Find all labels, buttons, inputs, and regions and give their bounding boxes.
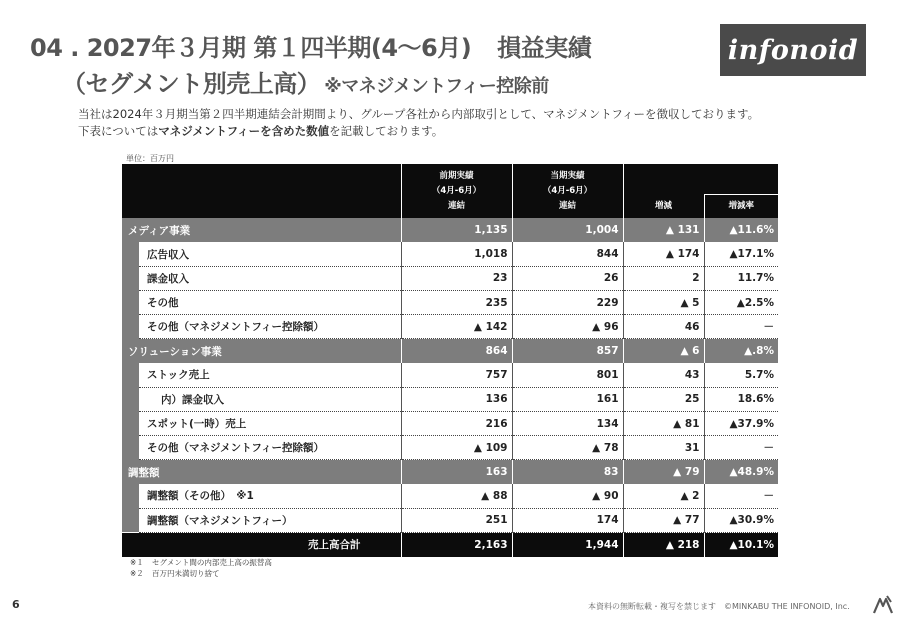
row-label: メディア事業 (122, 218, 401, 242)
page-subtitle (62, 64, 549, 99)
row-indent (122, 412, 139, 436)
row-indent (122, 363, 139, 387)
row-label: 調整額 (122, 460, 401, 484)
cell-prev: 216 (401, 412, 512, 436)
row-label: 内）課金収入 (139, 387, 401, 411)
description-line2-pre: 下表については (78, 124, 159, 138)
subtitle-note: ※マネジメントフィー控除前 (324, 76, 549, 97)
table-row-spot (122, 412, 778, 436)
row-label: その他 (139, 291, 401, 315)
cell-diff: ▲ 218 (623, 532, 704, 556)
footnote-1-mark: ※１ (130, 558, 144, 567)
footnote-2-mark: ※２ (130, 569, 144, 578)
row-label: 売上高合計 (122, 532, 401, 556)
cell-prev: 23 (401, 266, 512, 290)
infonoid-logo (720, 24, 866, 76)
cell-rate: 5.7% (704, 363, 778, 387)
footnotes (130, 557, 272, 579)
cell-prev: 1,135 (401, 218, 512, 242)
cell-rate: 18.6% (704, 387, 778, 411)
header-prev-2: （4月-6月） (431, 185, 482, 196)
row-label: 調整額（マネジメントフィー） (139, 508, 401, 532)
table-row-adjustment-mgmt-fee (122, 508, 778, 532)
cell-diff: ▲ 5 (623, 291, 704, 315)
cell-cur: ▲ 96 (512, 315, 623, 339)
row-label: ストック売上 (139, 363, 401, 387)
cell-diff: 2 (623, 266, 704, 290)
row-indent (122, 242, 139, 266)
table-row-ad (122, 242, 778, 266)
header-rate: 増減率 (704, 194, 778, 218)
row-label: 広告収入 (139, 242, 401, 266)
cell-cur: 857 (512, 339, 623, 363)
cell-cur: 134 (512, 412, 623, 436)
cell-cur: 83 (512, 460, 623, 484)
description-line1: 当社は2024年３月期当第２四半期連結会計期間より、グループ各社から内部取引として、マネジメントフィーを徴収しております。 (78, 107, 760, 121)
cell-cur: 1,004 (512, 218, 623, 242)
cell-prev: 2,163 (401, 532, 512, 556)
row-indent (122, 387, 139, 411)
unit-label: 単位：百万円 (126, 154, 174, 163)
cell-prev: 864 (401, 339, 512, 363)
copyright: 本資料の無断転載・複写を禁じます ©MINKABU THE INFONOID, Inc. (588, 602, 850, 611)
header-prev-3: 連結 (447, 200, 465, 211)
cell-prev: 163 (401, 460, 512, 484)
description-line2 (78, 123, 759, 140)
table-row-solution-mgmt-fee (122, 436, 778, 460)
cell-rate: － (704, 315, 778, 339)
row-indent (122, 484, 139, 508)
row-indent (122, 508, 139, 532)
table-row-adjustment (122, 460, 778, 484)
cell-diff: 43 (623, 363, 704, 387)
header-cur-2: （4月-6月） (542, 185, 593, 196)
cell-diff: 31 (623, 436, 704, 460)
cell-rate: ▲30.9% (704, 508, 778, 532)
cell-diff: ▲ 79 (623, 460, 704, 484)
cell-cur: 161 (512, 387, 623, 411)
cell-diff: ▲ 2 (623, 484, 704, 508)
cell-rate: ▲17.1% (704, 242, 778, 266)
row-indent (122, 315, 139, 339)
table-row-other-mgmt-fee (122, 315, 778, 339)
row-label: その他（マネジメントフィー控除額） (139, 315, 401, 339)
header-cur (512, 164, 623, 218)
table-row-stock-billing (122, 387, 778, 411)
cell-rate: 11.7% (704, 266, 778, 290)
header-change-group (623, 164, 778, 194)
cell-diff: 46 (623, 315, 704, 339)
cell-cur: ▲ 78 (512, 436, 623, 460)
row-indent (122, 266, 139, 290)
cell-cur: 26 (512, 266, 623, 290)
row-indent (122, 291, 139, 315)
footnote-2 (130, 568, 272, 579)
cell-rate: ▲.8% (704, 339, 778, 363)
cell-rate: － (704, 436, 778, 460)
table-row-billing (122, 266, 778, 290)
cell-prev: ▲ 109 (401, 436, 512, 460)
table-row-media (122, 218, 778, 242)
row-label: その他（マネジメントフィー控除額） (139, 436, 401, 460)
header-prev (401, 164, 512, 218)
page-title (30, 28, 591, 63)
cell-cur: 174 (512, 508, 623, 532)
cell-prev: 235 (401, 291, 512, 315)
logo-text: infonoid (727, 34, 859, 66)
subtitle-main: （セグメント別売上高） (62, 70, 321, 98)
table-row-stock (122, 363, 778, 387)
cell-diff: ▲ 77 (623, 508, 704, 532)
cell-rate: ▲37.9% (704, 412, 778, 436)
cell-diff: 25 (623, 387, 704, 411)
cell-diff: ▲ 131 (623, 218, 704, 242)
footnote-2-text: 百万円未満切り捨て (152, 569, 220, 578)
description-line2-bold: マネジメントフィーを含めた数値 (158, 124, 330, 138)
table-row-total (122, 532, 778, 556)
header-blank (122, 164, 401, 218)
cell-cur: 1,944 (512, 532, 623, 556)
table-row-adjustment-other (122, 484, 778, 508)
cell-cur: 229 (512, 291, 623, 315)
cell-cur: ▲ 90 (512, 484, 623, 508)
segment-sales-table (122, 164, 778, 557)
cell-prev: 251 (401, 508, 512, 532)
cell-cur: 844 (512, 242, 623, 266)
page-number: 6 (12, 598, 20, 611)
cell-prev: 757 (401, 363, 512, 387)
cell-prev: 1,018 (401, 242, 512, 266)
cell-diff: ▲ 81 (623, 412, 704, 436)
row-indent (122, 436, 139, 460)
cell-prev: ▲ 88 (401, 484, 512, 508)
header-prev-1: 前期実績 (439, 170, 474, 181)
cell-diff: ▲ 6 (623, 339, 704, 363)
header-cur-3: 連結 (558, 200, 576, 211)
table-row-solution (122, 339, 778, 363)
row-label: 調整額（その他） ※1 (139, 484, 401, 508)
cell-rate: ▲10.1% (704, 532, 778, 556)
table-row-other (122, 291, 778, 315)
cell-prev: ▲ 142 (401, 315, 512, 339)
footnote-1 (130, 557, 272, 568)
row-label: ソリューション事業 (122, 339, 401, 363)
cell-rate: ▲11.6% (704, 218, 778, 242)
description (78, 106, 759, 140)
title-suffix: 損益実績 (497, 34, 592, 62)
description-line2-post: を記載しております。 (329, 124, 444, 138)
cell-rate: ▲2.5% (704, 291, 778, 315)
header-cur-1: 当期実績 (550, 170, 585, 181)
footnote-1-text: セグメント間の内部売上高の振替高 (152, 558, 272, 567)
cell-rate: － (704, 484, 778, 508)
header-diff: 増減 (623, 194, 704, 218)
cell-cur: 801 (512, 363, 623, 387)
cell-rate: ▲48.9% (704, 460, 778, 484)
cell-diff: ▲ 174 (623, 242, 704, 266)
row-label: 課金収入 (139, 266, 401, 290)
minkabu-logo-icon (872, 593, 894, 615)
row-label: スポット(一時）売上 (139, 412, 401, 436)
table-header-row (122, 164, 778, 194)
title-main: 04 . 2027年３月期 第１四半期(4～6月) (30, 34, 472, 62)
cell-prev: 136 (401, 387, 512, 411)
